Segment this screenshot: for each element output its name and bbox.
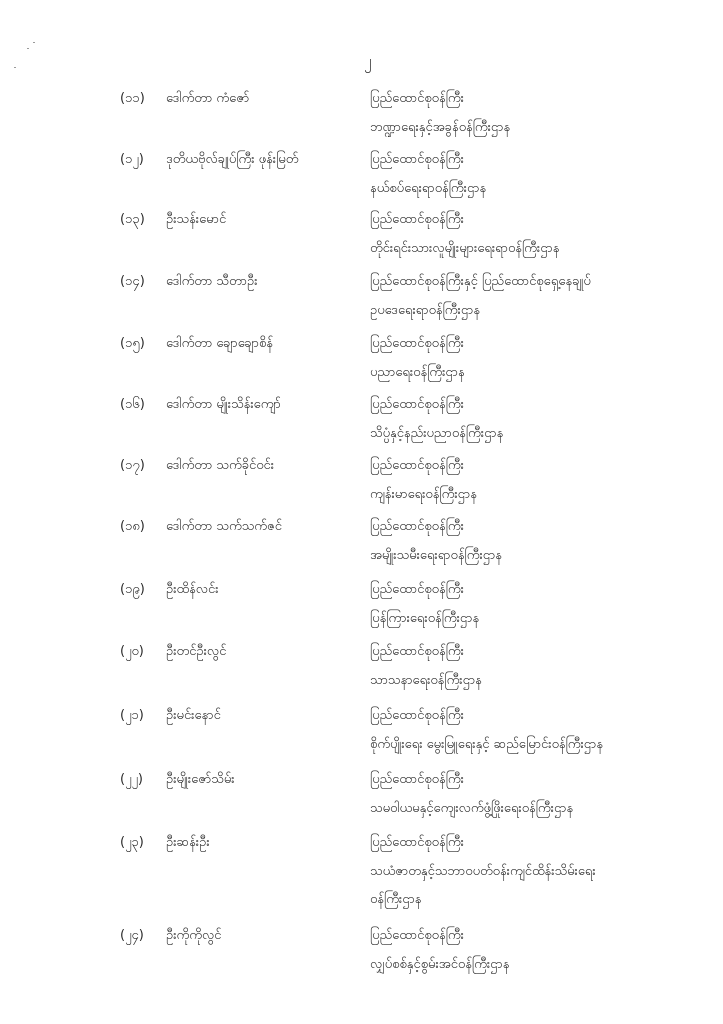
item-number: (၁၄) <box>120 274 145 289</box>
ministry-name: သမဝါယမနှင့်ကျေးလက်ဖွံ့ဖြိုးရေးဝန်ကြီးဌာန <box>370 801 574 816</box>
minister-name: ဒေါက်တာ မျိုးသိန်းကျော် <box>166 397 281 412</box>
item-number: (၁၁) <box>120 91 145 106</box>
post-title: ပြည်ထောင်စုဝန်ကြီး <box>370 835 464 850</box>
item-number: (၁၂) <box>120 152 144 167</box>
ministry-name: ဥပဒေရေးရာဝန်ကြီးဌာန <box>370 303 481 318</box>
item-number: (၂၁) <box>120 708 144 723</box>
post-title: ပြည်ထောင်စုဝန်ကြီး <box>370 91 464 106</box>
minister-name: ဒေါက်တာ သက်ခိုင်ဝင်း <box>166 458 275 473</box>
post-title: ပြည်ထောင်စုဝန်ကြီး <box>370 519 464 534</box>
post-title: ပြည်ထောင်စုဝန်ကြီး <box>370 458 464 473</box>
post-title: ပြည်ထောင်စုဝန်ကြီး <box>370 397 464 412</box>
post-title: ပြည်ထောင်စုဝန်ကြီး <box>370 582 464 597</box>
ministry-name: ပညာရေးဝန်ကြီးဌာန <box>370 365 465 380</box>
ministry-name: သာသနာရေးဝန်ကြီးဌာန <box>370 673 482 688</box>
ministry-name: ဘဏ္ဍာရေးနှင့်အခွန်ဝန်ကြီးဌာန <box>370 120 511 135</box>
ministry-name: လျှပ်စစ်နှင့်စွမ်းအင်ဝန်ကြီးဌာန <box>370 957 510 972</box>
post-title: ပြည်ထောင်စုဝန်ကြီး <box>370 772 464 787</box>
minister-name: ဦးမျိုးဇော်သိမ်း <box>166 772 235 787</box>
ministry-name: တိုင်းရင်းသားလူမျိုးများရေးရာဝန်ကြီးဌာန <box>370 241 560 256</box>
ministry-name: ပြန်ကြားရေးဝန်ကြီးဌာန <box>370 611 480 626</box>
item-number: (၂၄) <box>120 928 144 943</box>
post-title: ပြည်ထောင်စုဝန်ကြီး <box>370 708 464 723</box>
minister-name: ဦးမင်းနောင် <box>166 708 221 723</box>
post-title: ပြည်ထောင်စုဝန်ကြီး <box>370 644 464 659</box>
post-title: ပြည်ထောင်စုဝန်ကြီး <box>370 212 464 227</box>
ministry-name: အမျိုးသမီးရေးရာဝန်ကြီးဌာန <box>370 548 503 563</box>
ministry-name: သိပ္ပံနှင့်နည်းပညာဝန်ကြီးဌာန <box>370 426 504 441</box>
ministry-name: သယံဇာတနှင့်သဘာဝပတ်ဝန်းကျင်ထိန်းသိမ်းရေး <box>370 864 596 879</box>
item-number: (၁၈) <box>120 519 145 534</box>
minister-name: ဦးတင်ဦးလွင် <box>166 644 227 659</box>
minister-name: ဦးဆန်းဦး <box>166 835 210 850</box>
ministry-name: ကျန်းမာရေးဝန်ကြီးဌာန <box>370 487 477 502</box>
minister-name: ဒေါက်တာ ကံဇော် <box>166 91 250 106</box>
post-title: ပြည်ထောင်စုဝန်ကြီး <box>370 336 464 351</box>
item-number: (၂၃) <box>120 835 144 850</box>
post-title: ပြည်ထောင်စုဝန်ကြီး <box>370 152 464 167</box>
minister-name: ဒေါက်တာ ချောချောစိန် <box>166 336 274 351</box>
item-number: (၁၉) <box>120 582 145 597</box>
item-number: (၂၂) <box>120 772 143 787</box>
post-title: ပြည်ထောင်စုဝန်ကြီး <box>370 928 464 943</box>
page-number: ၂ <box>364 52 372 70</box>
minister-name: ဒေါက်တာ သီတာဦး <box>166 274 258 289</box>
item-number: (၁၆) <box>120 397 145 412</box>
ministry-name: စိုက်ပျိုးရေး မွေးမြူရေးနှင့် ဆည်မြောင်းဝန်ကြီးဌာန <box>370 737 604 752</box>
minister-name: ဒေါက်တာ သက်သက်ဇင် <box>166 519 282 534</box>
item-number: (၂၀) <box>120 644 144 659</box>
minister-name: ဒုတိယဗိုလ်ချုပ်ကြီး ဖုန်းမြတ် <box>166 152 299 167</box>
minister-name: ဦးသန်းမောင် <box>166 212 227 227</box>
post-title: ပြည်ထောင်စုဝန်ကြီးနှင့် ပြည်ထောင်စုရှေ့နေချုပ် <box>370 274 591 289</box>
item-number: (၁၇) <box>120 458 145 473</box>
ministry-name: နယ်စပ်ရေးရာဝန်ကြီးဌာန <box>370 181 487 196</box>
item-number: (၁၃) <box>120 212 145 227</box>
minister-name: ဦးထိန်လင်း <box>166 582 219 597</box>
item-number: (၁၅) <box>120 336 145 351</box>
ministry-name-continuation: ဝန်ကြီးဌာန <box>370 892 422 907</box>
minister-name: ဦးကိုကိုလွင် <box>166 928 222 943</box>
